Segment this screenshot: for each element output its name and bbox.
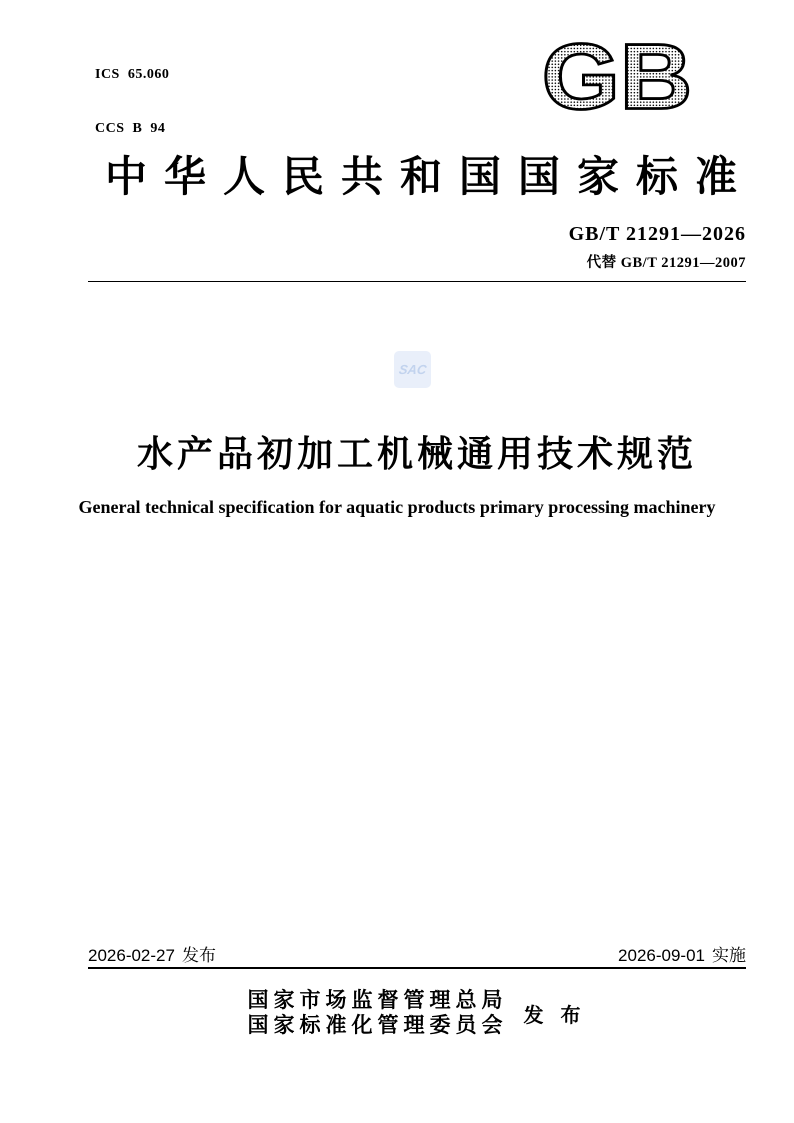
document-title-english: General technical specification for aquatic products primary processing machinery bbox=[78, 497, 716, 517]
issue-date-item bbox=[88, 941, 216, 966]
issuing-bodies bbox=[88, 988, 746, 1038]
standard-number: GB/T 21291—2026 bbox=[568, 223, 746, 245]
implementation-date-label: 实施 bbox=[712, 946, 746, 965]
issuer-line-2: 国家标准化管理委员会 bbox=[247, 1013, 508, 1037]
ics-code: ICS 65.060 bbox=[95, 67, 170, 82]
date-row bbox=[88, 941, 746, 966]
document-title-chinese: 水产品初加工机械通用技术规范 bbox=[136, 433, 697, 474]
implementation-date: 2026-09-01 bbox=[618, 946, 705, 965]
sac-watermark-icon bbox=[394, 351, 431, 388]
sac-watermark-text: SAC bbox=[397, 362, 428, 377]
issuer-names bbox=[248, 988, 508, 1038]
ccs-code: CCS B 94 bbox=[95, 121, 166, 136]
footer-divider bbox=[88, 967, 746, 969]
implementation-date-item bbox=[618, 941, 746, 966]
release-label: 发 布 bbox=[523, 1004, 587, 1027]
issue-date-label: 发布 bbox=[181, 946, 216, 965]
header-divider bbox=[88, 281, 746, 282]
gb-logo-text: GB bbox=[541, 33, 693, 121]
issue-date: 2026-02-27 bbox=[88, 946, 175, 965]
gb-logo-icon bbox=[538, 33, 696, 121]
national-standard-heading: 中华人民共和国国家标准 bbox=[105, 155, 755, 201]
issuer-line-1: 国家市场监督管理总局 bbox=[247, 988, 508, 1012]
replaces-note: 代替 GB/T 21291—2007 bbox=[586, 255, 746, 271]
